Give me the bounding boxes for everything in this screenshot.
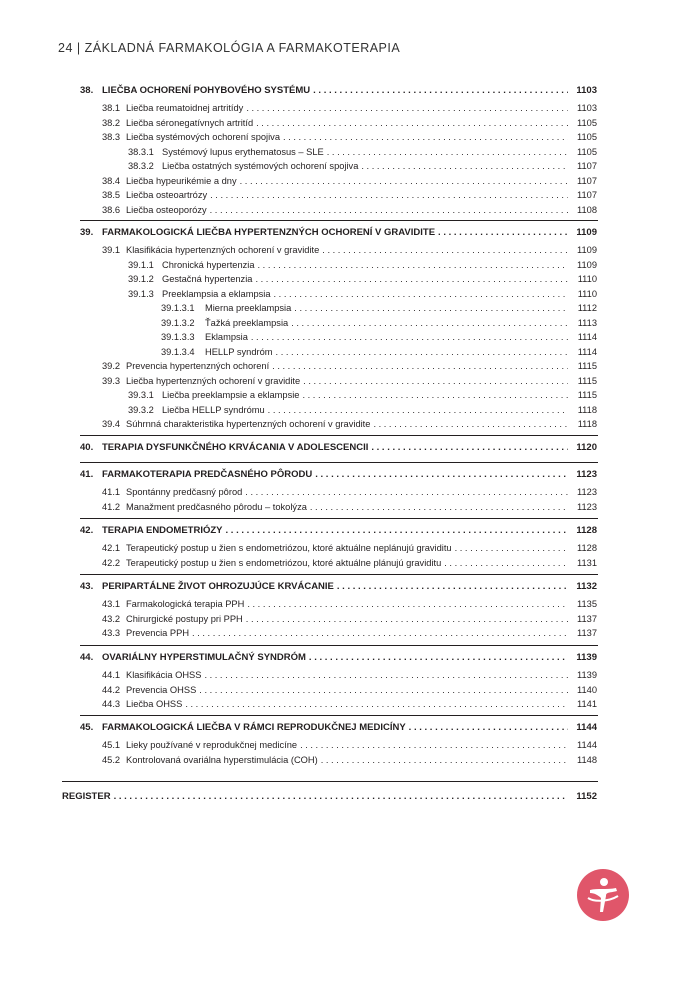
entry-number: 38.5 xyxy=(102,190,121,200)
entry-page-number: 1108 xyxy=(577,204,597,215)
entry-number: 39.1 xyxy=(102,245,121,255)
section-divider xyxy=(80,435,598,436)
chapter-entry-c43[interactable] xyxy=(80,580,597,593)
section-entry[interactable] xyxy=(128,146,597,159)
entry-title: FARMAKOTERAPIA PREDČASNÉHO PÔRODU xyxy=(102,469,313,480)
dot-leader xyxy=(276,346,568,359)
entry-page-number: 1115 xyxy=(577,375,597,386)
section-entry[interactable] xyxy=(102,117,597,130)
entry-title: Klasifikácia OHSS xyxy=(126,670,202,680)
entry-title: Lieky používané v reprodukčnej medicíne xyxy=(126,740,298,750)
entry-number: 45. xyxy=(80,722,94,733)
entry-title: Chronická hypertenzia xyxy=(162,259,255,270)
entry-page-number: 1137 xyxy=(577,628,597,638)
entry-page-number: 1118 xyxy=(577,404,597,415)
dot-leader xyxy=(315,468,568,481)
entry-title: Systémový lupus erythematosus – SLE xyxy=(162,146,324,157)
entry-title: Liečba ostatných systémových ochorení spojiva xyxy=(162,161,359,171)
dot-leader xyxy=(327,146,568,159)
dot-leader xyxy=(294,302,568,315)
entry-page-number: 1107 xyxy=(577,190,597,200)
entry-page-number: 1110 xyxy=(577,288,597,299)
entry-number: 39.4 xyxy=(102,419,121,429)
entry-title: OVARIÁLNY HYPERSTIMULAČNÝ SYNDRÓM xyxy=(102,652,306,663)
section-entry[interactable] xyxy=(102,175,597,188)
entry-page-number: 1109 xyxy=(577,245,597,255)
entry-page-number: 1120 xyxy=(576,442,597,453)
entry-number: 44.2 xyxy=(102,684,121,695)
entry-title: Liečba HELLP syndrómu xyxy=(162,404,265,415)
dot-leader xyxy=(256,117,568,130)
section-entry[interactable] xyxy=(128,288,597,301)
entry-title: TERAPIA DYSFUNKČNÉHO KRVÁCANIA V ADOLESCENCII xyxy=(102,442,369,453)
section-entry[interactable] xyxy=(102,739,597,752)
section-divider xyxy=(62,781,598,782)
entry-title: Ťažká preeklampsia xyxy=(205,317,289,328)
section-divider xyxy=(80,574,598,575)
chapter-entry-c42[interactable] xyxy=(80,524,597,537)
section-entry[interactable] xyxy=(102,102,597,115)
dot-leader xyxy=(245,486,568,499)
dot-leader xyxy=(268,404,568,417)
section-entry[interactable] xyxy=(102,542,597,555)
entry-number: 38.3 xyxy=(102,132,121,142)
entry-title: Manažment predčasného pôrodu – tokolýza xyxy=(126,501,307,512)
section-entry[interactable] xyxy=(102,598,597,611)
chapter-entry-c40[interactable] xyxy=(80,441,597,454)
entry-number: 39.1.1 xyxy=(128,259,154,270)
entry-number: 42. xyxy=(80,525,94,536)
entry-number: 41. xyxy=(80,469,94,480)
dot-leader xyxy=(240,175,568,188)
section-entry[interactable] xyxy=(128,160,597,173)
entry-page-number: 1103 xyxy=(576,85,597,96)
section-entry[interactable] xyxy=(102,669,597,682)
dot-leader xyxy=(283,131,568,144)
register-entry[interactable] xyxy=(62,790,597,803)
entry-page-number: 1123 xyxy=(576,469,597,480)
entry-number: 38.1 xyxy=(102,103,121,113)
section-entry[interactable] xyxy=(102,557,597,570)
entry-title: Terapeutický postup u žien s endometriózou, ktoré aktuálne plánujú graviditu xyxy=(126,557,442,568)
entry-number: 41.2 xyxy=(102,501,121,512)
entry-number: 39.3 xyxy=(102,375,121,386)
entry-page-number: 1107 xyxy=(577,175,597,186)
entry-page-number: 1109 xyxy=(577,259,597,270)
dot-leader xyxy=(210,204,568,217)
dot-leader xyxy=(373,418,568,431)
entry-page-number: 1144 xyxy=(576,722,597,733)
entry-title: PERIPARTÁLNE ŽIVOT OHROZUJÚCE KRVÁCANIE xyxy=(102,581,334,592)
dot-leader xyxy=(246,613,568,626)
entry-title: Preeklampsia a eklampsia xyxy=(162,288,271,299)
section-entry[interactable] xyxy=(128,389,597,402)
section-entry[interactable] xyxy=(161,302,597,315)
dot-leader xyxy=(302,389,568,402)
entry-number: 44.3 xyxy=(102,699,121,709)
entry-number: 43.3 xyxy=(102,628,121,638)
entry-page-number: 1139 xyxy=(577,670,597,680)
section-entry[interactable] xyxy=(128,259,597,272)
entry-page-number: 1103 xyxy=(577,103,597,113)
dot-leader xyxy=(303,375,568,388)
section-entry[interactable] xyxy=(102,131,597,144)
entry-number: 38.6 xyxy=(102,204,121,215)
dot-leader xyxy=(300,739,568,752)
entry-page-number: 1139 xyxy=(576,652,597,663)
dot-leader xyxy=(361,160,568,173)
entry-title: Liečba séronegatívnych artritíd xyxy=(126,117,254,128)
section-entry[interactable] xyxy=(102,418,597,431)
entry-title: Kontrolovaná ovariálna hyperstimulácia (COH) xyxy=(126,754,318,765)
section-entry[interactable] xyxy=(102,375,597,388)
entry-title: Chirurgické postupy pri PPH xyxy=(126,613,243,624)
publisher-logo xyxy=(576,868,630,922)
entry-number: 43.1 xyxy=(102,599,121,609)
entry-number: 38.4 xyxy=(102,175,121,186)
section-entry[interactable] xyxy=(161,317,597,330)
entry-page-number: 1131 xyxy=(577,557,597,568)
dot-leader xyxy=(246,102,568,115)
entry-number: 45.1 xyxy=(102,740,121,750)
entry-number: 43.2 xyxy=(102,613,121,624)
dot-leader xyxy=(438,226,568,239)
entry-page-number: 1152 xyxy=(576,791,597,802)
dot-leader xyxy=(321,754,568,767)
section-entry[interactable] xyxy=(102,627,597,640)
entry-title: Spontánny predčasný pôrod xyxy=(126,487,243,497)
dot-leader xyxy=(247,598,568,611)
dot-leader xyxy=(313,84,568,97)
entry-title: LIEČBA OCHORENÍ POHYBOVÉHO SYSTÉMU xyxy=(102,85,311,96)
dot-leader xyxy=(258,259,568,272)
entry-number: 42.2 xyxy=(102,557,121,568)
entry-page-number: 1135 xyxy=(577,599,597,609)
entry-number: 39.1.3.2 xyxy=(161,317,195,328)
entry-number: 39.2 xyxy=(102,361,121,371)
entry-page-number: 1109 xyxy=(576,227,597,238)
entry-title: Liečba osteoporózy xyxy=(126,204,207,215)
dot-leader xyxy=(192,627,568,640)
entry-page-number: 1105 xyxy=(577,117,597,128)
entry-title: Terapeutický postup u žien s endometriózou, ktoré aktuálne neplánujú graviditu xyxy=(126,543,452,553)
entry-page-number: 1110 xyxy=(577,274,597,284)
section-entry[interactable] xyxy=(128,273,597,286)
entry-number: 42.1 xyxy=(102,543,121,553)
entry-number: 45.2 xyxy=(102,754,121,765)
entry-page-number: 1137 xyxy=(577,613,597,624)
entry-number: 39.1.3.4 xyxy=(161,346,195,357)
section-divider xyxy=(80,715,598,716)
entry-page-number: 1107 xyxy=(577,161,597,171)
entry-page-number: 1105 xyxy=(577,132,597,142)
entry-page-number: 1123 xyxy=(577,501,597,512)
section-divider xyxy=(80,518,598,519)
entry-title: Eklampsia xyxy=(205,332,248,342)
entry-number: 44.1 xyxy=(102,670,121,680)
section-entry[interactable] xyxy=(102,684,597,697)
dot-leader xyxy=(274,288,568,301)
entry-number: 39.1.2 xyxy=(128,274,154,284)
entry-page-number: 1128 xyxy=(577,543,597,553)
section-entry[interactable] xyxy=(102,360,597,373)
section-entry[interactable] xyxy=(102,189,597,202)
section-divider xyxy=(80,220,598,221)
chapter-entry-c38[interactable] xyxy=(80,84,597,97)
entry-title: Liečba preeklampsie a eklampsie xyxy=(162,390,300,400)
entry-title: Farmakologická terapia PPH xyxy=(126,599,245,609)
entry-number: 39.1.3.1 xyxy=(161,303,195,313)
entry-number: 39.3.1 xyxy=(128,390,154,400)
section-entry[interactable] xyxy=(102,754,597,767)
running-head: 24 | ZÁKLADNÁ FARMAKOLÓGIA A FARMAKOTERAPIA xyxy=(58,41,401,55)
dot-leader xyxy=(455,542,568,555)
entry-page-number: 1115 xyxy=(577,361,597,371)
dot-leader xyxy=(272,360,568,373)
section-divider xyxy=(80,462,598,463)
entry-title: FARMAKOLOGICKÁ LIEČBA HYPERTENZNÝCH OCHORENÍ V GRAVIDITE xyxy=(102,227,436,238)
section-entry[interactable] xyxy=(161,331,597,344)
section-entry[interactable] xyxy=(102,698,597,711)
entry-title: Súhrnná charakteristika hypertenzných ochorení v gravidite xyxy=(126,419,371,429)
entry-title: Mierna preeklampsia xyxy=(205,303,292,313)
entry-page-number: 1118 xyxy=(577,419,597,429)
chapter-entry-c45[interactable] xyxy=(80,721,597,734)
dot-leader xyxy=(337,580,568,593)
dot-leader xyxy=(255,273,568,286)
dot-leader xyxy=(371,441,568,454)
dot-leader xyxy=(310,501,568,514)
entry-title: Prevencia OHSS xyxy=(126,684,197,695)
section-entry[interactable] xyxy=(161,346,597,359)
chapter-entry-c41[interactable] xyxy=(80,468,597,481)
entry-page-number: 1105 xyxy=(577,146,597,157)
figure-logo-icon xyxy=(576,868,630,922)
section-divider xyxy=(80,645,598,646)
dot-leader xyxy=(251,331,568,344)
entry-title: Prevencia hypertenzných ochorení xyxy=(126,361,270,371)
entry-page-number: 1123 xyxy=(577,487,597,497)
entry-page-number: 1144 xyxy=(577,740,597,750)
entry-title: Liečba reumatoidnej artritídy xyxy=(126,103,244,113)
section-entry[interactable] xyxy=(102,613,597,626)
dot-leader xyxy=(322,244,568,257)
entry-title: TERAPIA ENDOMETRIÓZY xyxy=(102,525,223,536)
entry-title: Liečba hypeurikémie a dny xyxy=(126,175,237,186)
dot-leader xyxy=(309,651,568,664)
section-entry[interactable] xyxy=(102,501,597,514)
entry-number: 38.3.2 xyxy=(128,161,154,171)
dot-leader xyxy=(210,189,568,202)
entry-page-number: 1141 xyxy=(577,699,597,709)
entry-page-number: 1114 xyxy=(577,346,597,357)
section-entry[interactable] xyxy=(128,404,597,417)
entry-number: 39.1.3 xyxy=(128,288,154,299)
entry-number: 40. xyxy=(80,442,94,453)
entry-page-number: 1128 xyxy=(576,525,597,536)
dot-leader xyxy=(291,317,568,330)
section-entry[interactable] xyxy=(102,244,597,257)
dot-leader xyxy=(444,557,568,570)
entry-title: Liečba systémových ochorení spojiva xyxy=(126,132,280,142)
dot-leader xyxy=(226,524,568,537)
dot-leader xyxy=(199,684,568,697)
entry-number: 39.1.3.3 xyxy=(161,332,195,342)
entry-number: 39. xyxy=(80,227,94,238)
chapter-entry-c39[interactable] xyxy=(80,226,597,239)
entry-title: Liečba OHSS xyxy=(126,699,183,709)
entry-title: REGISTER xyxy=(62,791,111,802)
dot-leader xyxy=(185,698,568,711)
entry-page-number: 1148 xyxy=(577,754,597,765)
section-entry[interactable] xyxy=(102,204,597,217)
dot-leader xyxy=(204,669,568,682)
entry-number: 43. xyxy=(80,581,94,592)
chapter-entry-c44[interactable] xyxy=(80,651,597,664)
entry-page-number: 1112 xyxy=(577,303,597,313)
entry-number: 39.3.2 xyxy=(128,404,154,415)
entry-number: 44. xyxy=(80,652,94,663)
entry-page-number: 1140 xyxy=(577,684,597,695)
entry-page-number: 1114 xyxy=(577,332,597,342)
entry-number: 38.3.1 xyxy=(128,146,154,157)
section-entry[interactable] xyxy=(102,486,597,499)
dot-leader xyxy=(409,721,568,734)
entry-title: FARMAKOLOGICKÁ LIEČBA V RÁMCI REPRODUKČNEJ MEDICÍNY xyxy=(102,722,406,733)
entry-title: Prevencia PPH xyxy=(126,628,190,638)
entry-title: HELLP syndróm xyxy=(205,346,273,357)
entry-number: 41.1 xyxy=(102,487,121,497)
entry-page-number: 1132 xyxy=(576,581,597,592)
entry-title: Liečba osteoartrózy xyxy=(126,190,208,200)
entry-title: Liečba hypertenzných ochorení v gravidite xyxy=(126,375,301,386)
entry-title: Klasifikácia hypertenzných ochorení v gravidite xyxy=(126,245,320,255)
entry-title: Gestačná hypertenzia xyxy=(162,274,253,284)
entry-page-number: 1113 xyxy=(577,317,597,328)
entry-page-number: 1115 xyxy=(577,390,597,400)
entry-number: 38. xyxy=(80,85,94,96)
entry-number: 38.2 xyxy=(102,117,121,128)
dot-leader xyxy=(114,790,568,803)
